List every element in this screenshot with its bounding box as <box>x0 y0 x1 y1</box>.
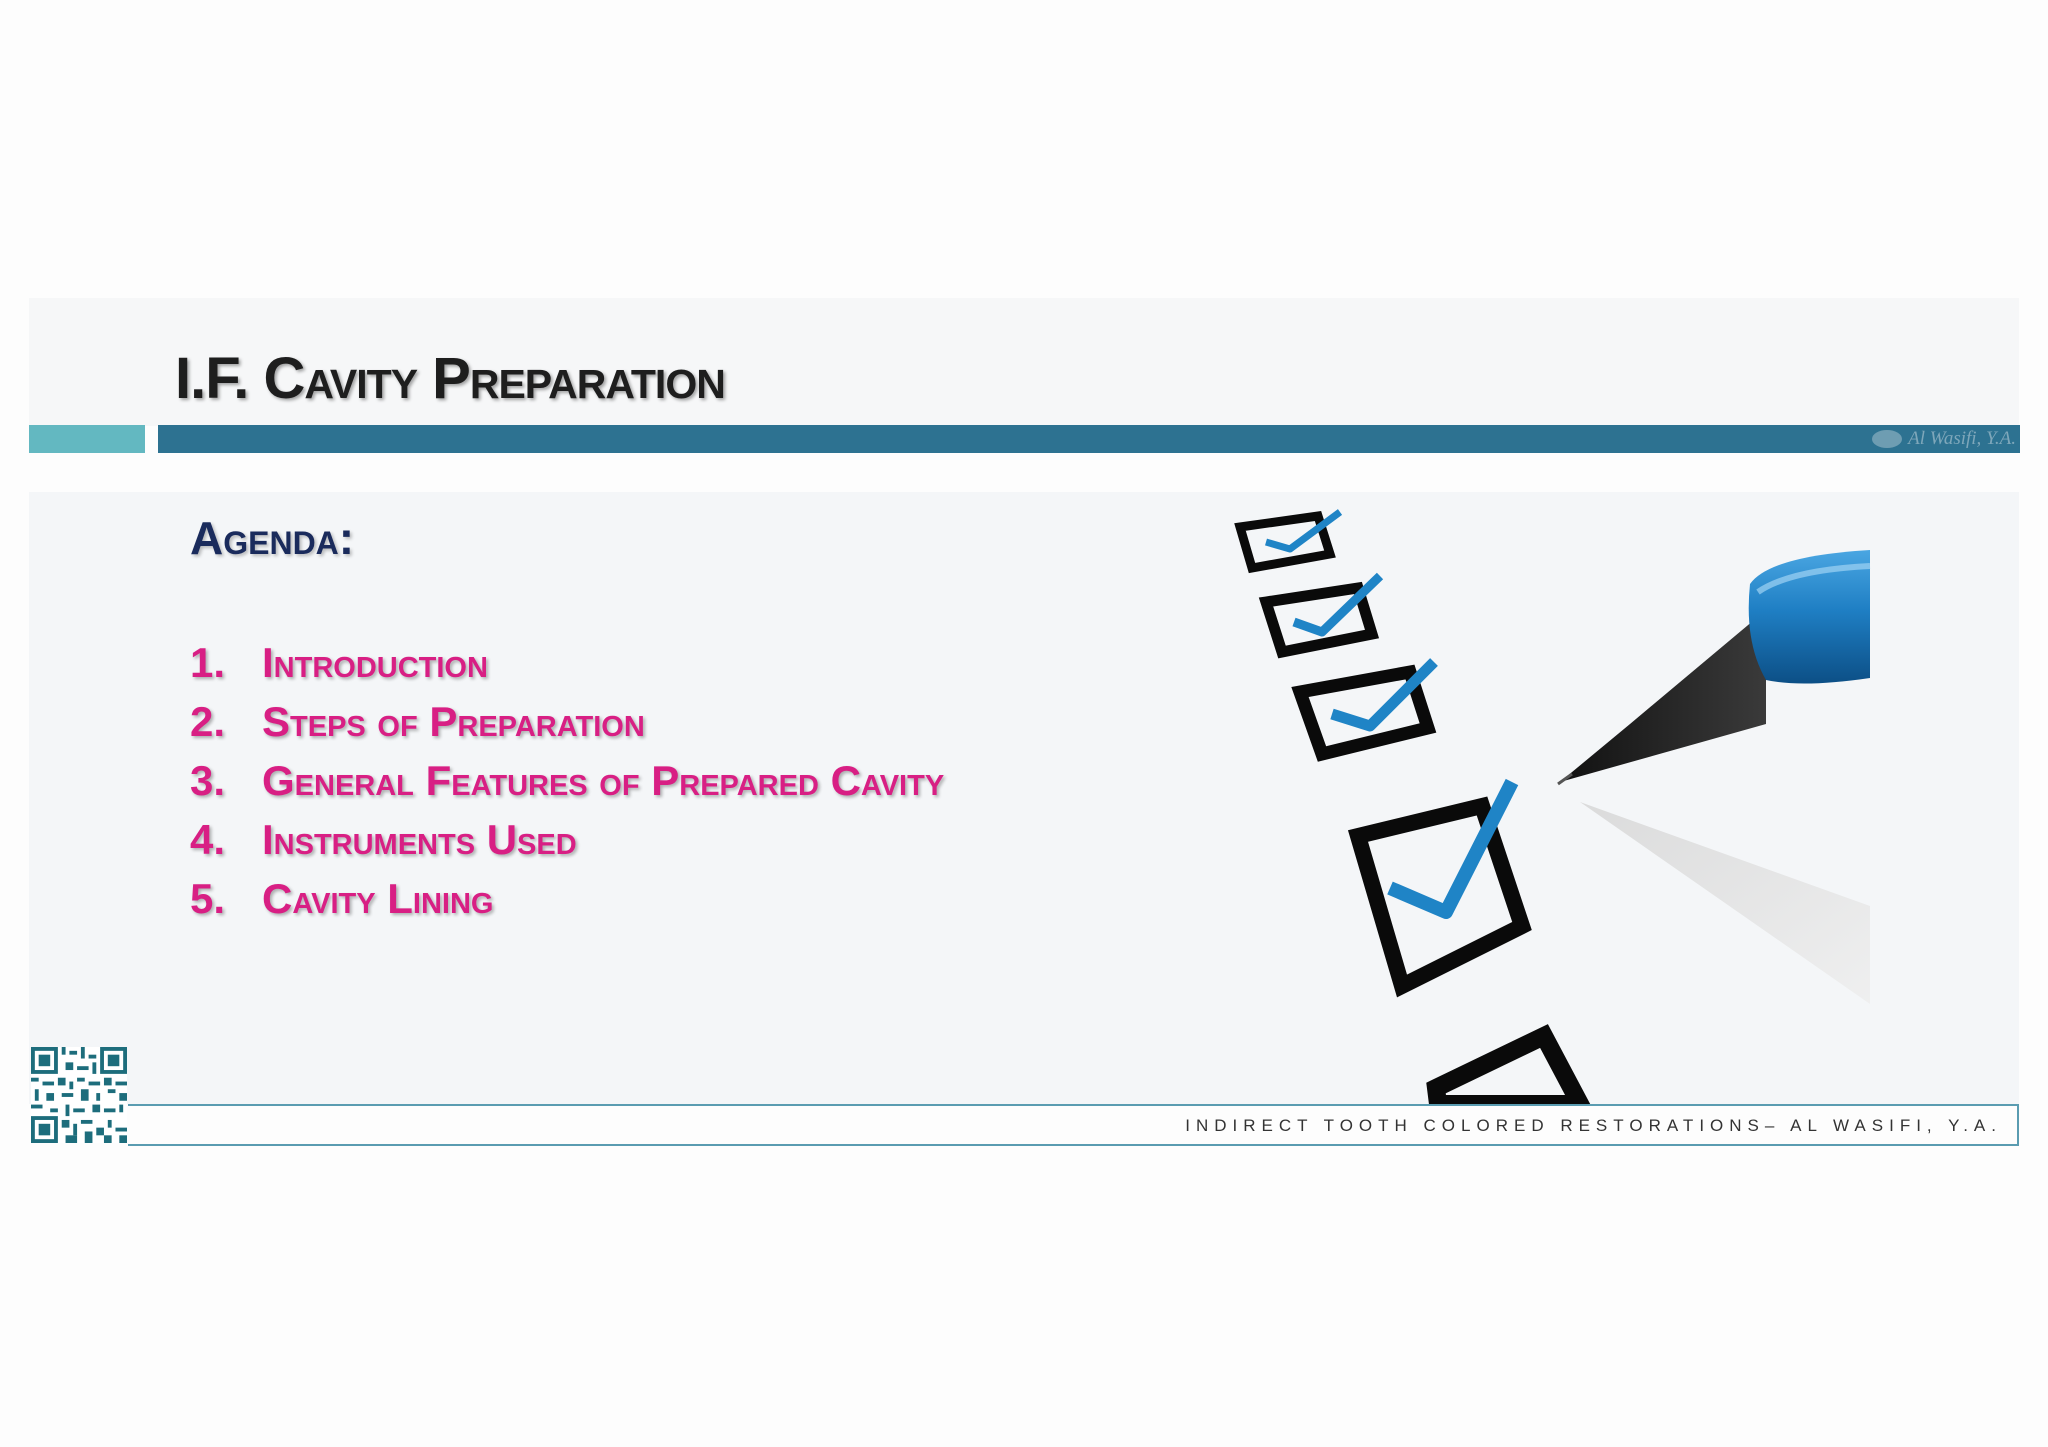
agenda-item-label: Steps of Preparation <box>262 697 645 745</box>
checkbox-4 <box>1358 782 1522 986</box>
footer-divider-top <box>128 1104 2019 1106</box>
author-watermark <box>1872 426 2016 452</box>
agenda-item-general-features <box>190 751 944 810</box>
agenda-item-label: Introduction <box>262 638 488 686</box>
agenda-item-introduction <box>190 633 944 692</box>
agenda-list <box>190 633 944 928</box>
checkbox-1 <box>1240 512 1340 568</box>
slide-title: I.F. Cavity Preparation <box>175 346 725 411</box>
title-bar-accent <box>29 425 145 453</box>
watermark-text: Al Wasifi, Y.A. <box>1908 428 2016 449</box>
author-logo-icon <box>1872 430 1902 448</box>
agenda-item-steps-of-preparation <box>190 692 944 751</box>
qr-code-icon <box>31 1047 127 1143</box>
agenda-heading: Agenda: <box>190 512 355 564</box>
checklist-illustration <box>1210 492 1890 1104</box>
footer-divider-right <box>2017 1104 2019 1146</box>
agenda-item-number: 3. <box>190 756 226 804</box>
agenda-item-number: 5. <box>190 874 226 922</box>
checkbox-3 <box>1300 662 1434 754</box>
footer-text: INDIRECT TOOTH COLORED RESTORATIONS– AL WASIFI, Y.A. <box>1185 1116 2002 1135</box>
agenda-item-cavity-lining <box>190 869 944 928</box>
checkbox-5 <box>1436 1036 1580 1104</box>
agenda-item-label: Instruments Used <box>262 815 577 863</box>
agenda-item-label: Cavity Lining <box>262 874 494 922</box>
agenda-item-label: General Features of Prepared Cavity <box>262 756 945 804</box>
agenda-item-number: 4. <box>190 815 226 863</box>
title-bar <box>158 425 2020 453</box>
agenda-item-number: 2. <box>190 697 226 745</box>
checkbox-2 <box>1266 576 1380 652</box>
footer-divider-bottom <box>128 1144 2019 1146</box>
agenda-item-number: 1. <box>190 638 226 686</box>
pen-illustration <box>1558 550 1870 1004</box>
agenda-item-instruments-used <box>190 810 944 869</box>
